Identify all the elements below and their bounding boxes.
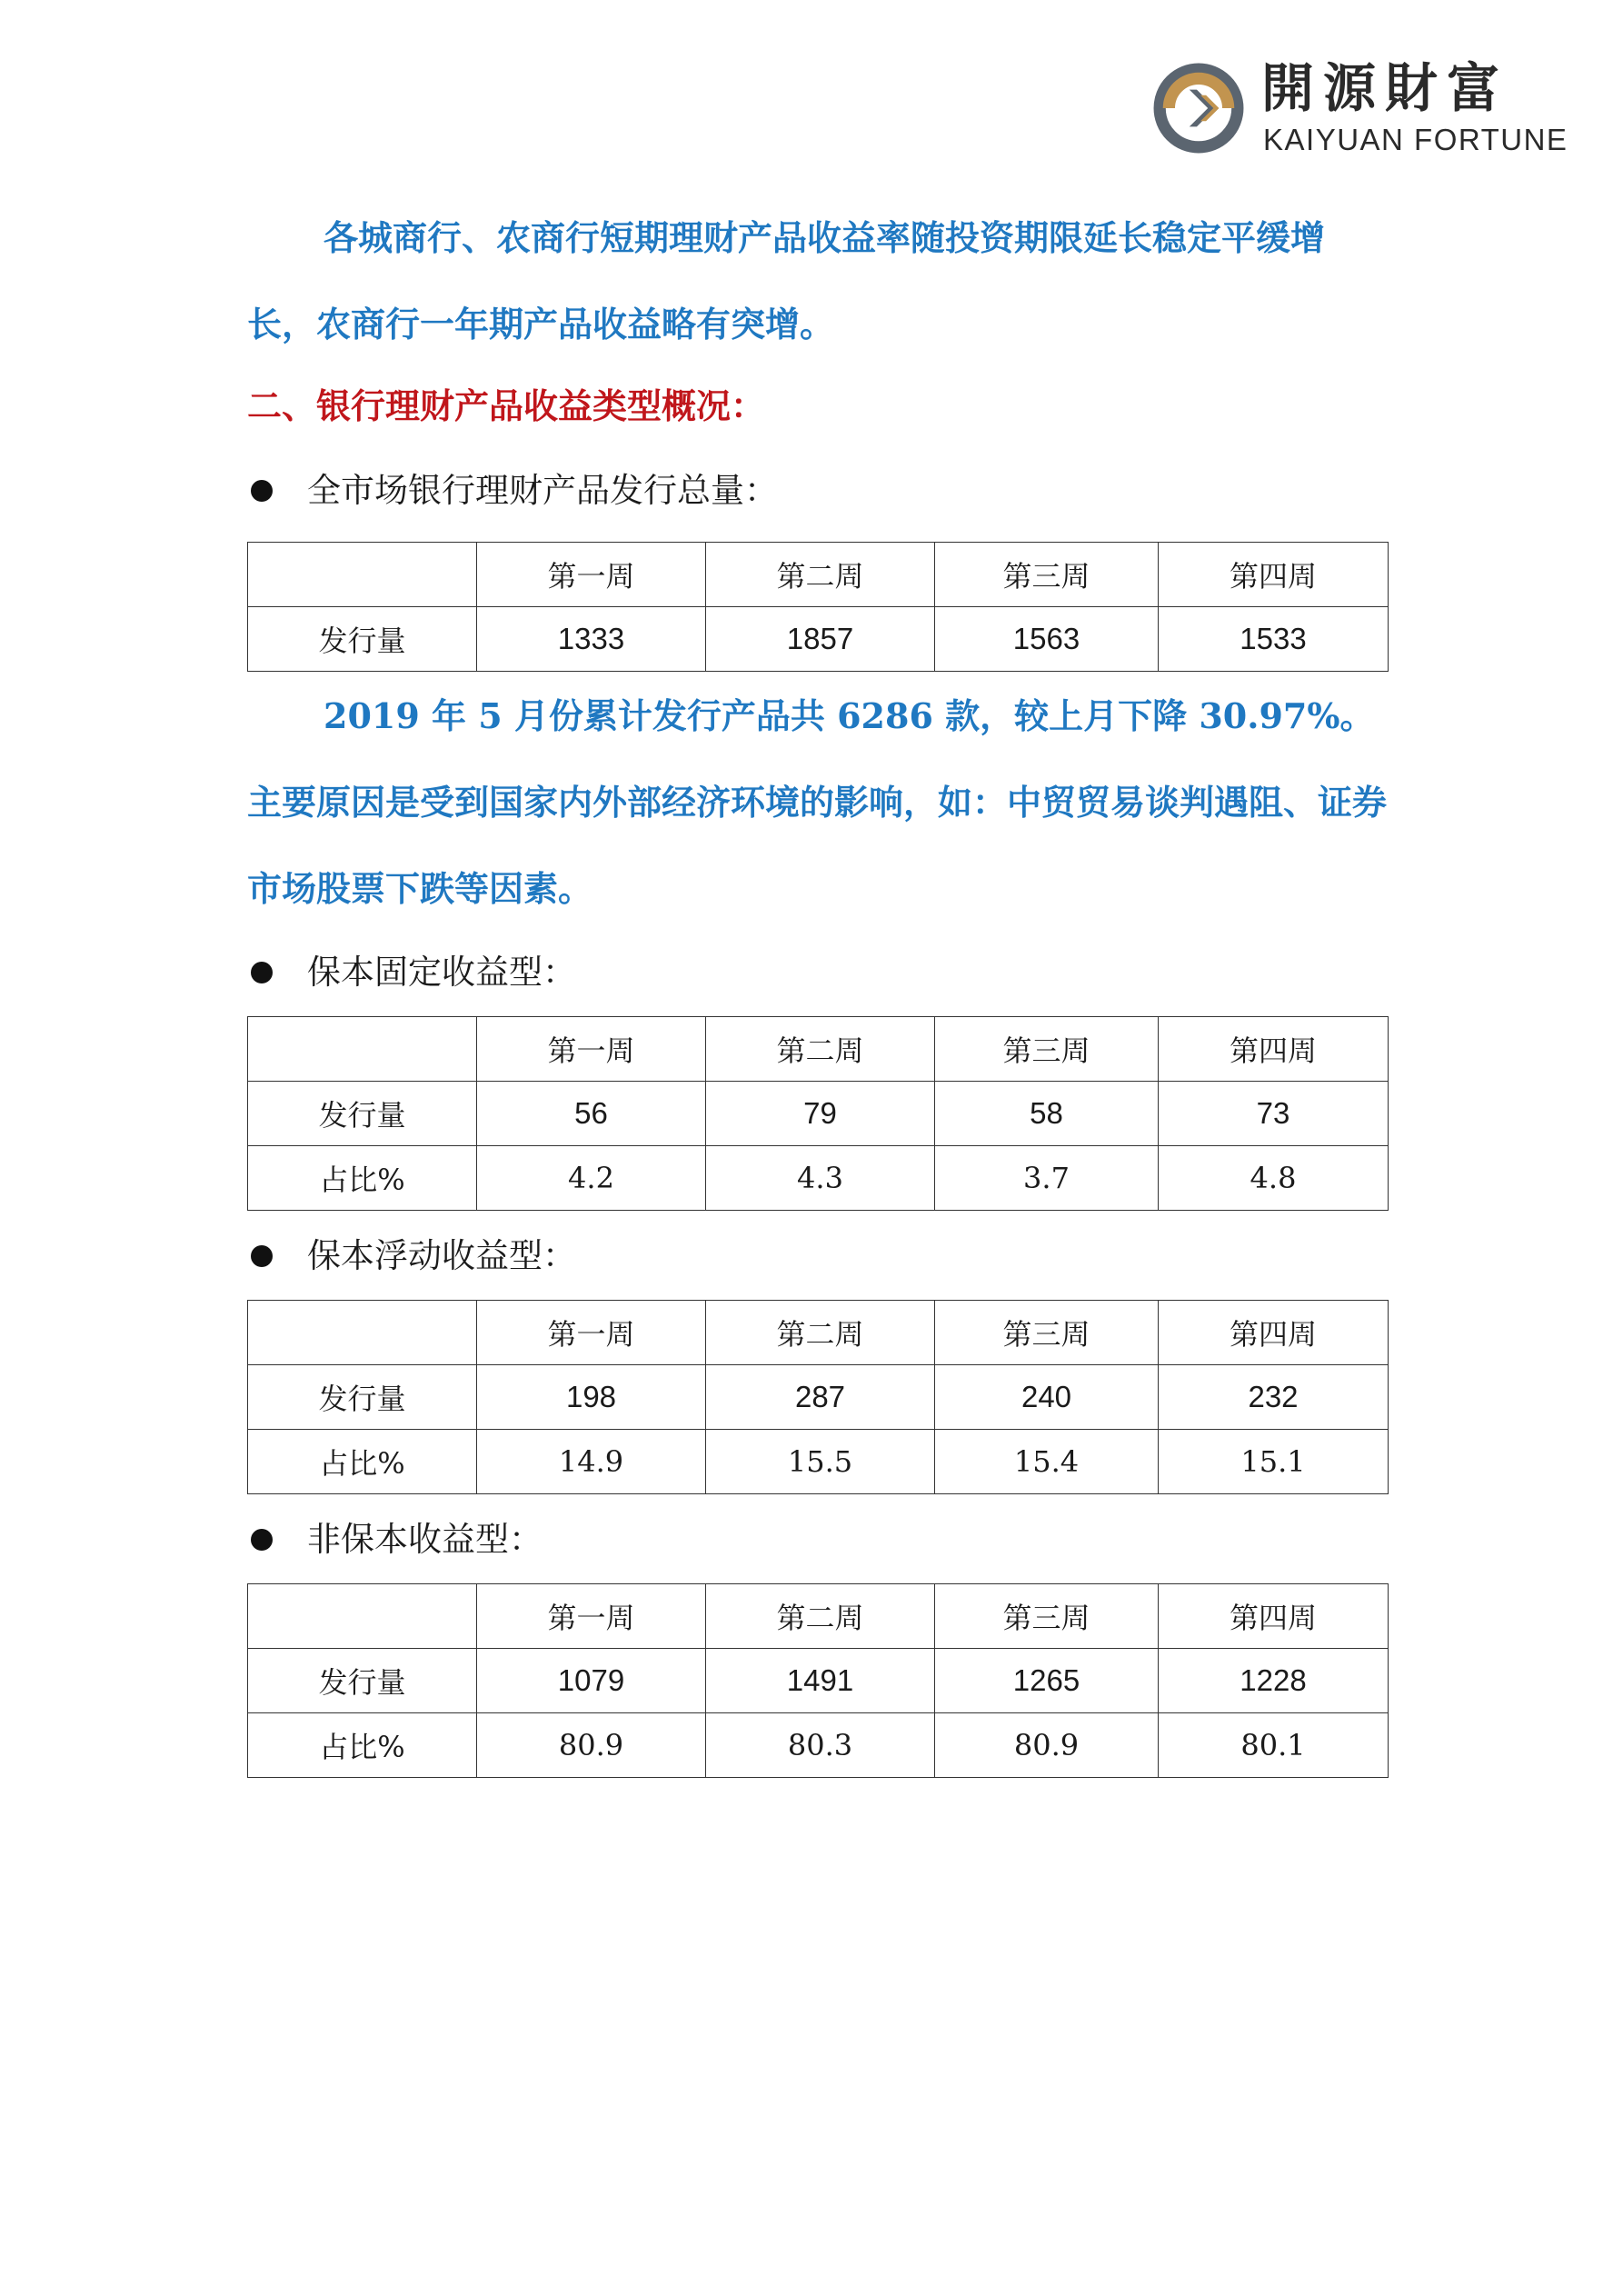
bullet-dot-icon bbox=[251, 962, 273, 983]
table-cell: 58 bbox=[935, 1082, 1159, 1146]
logo-chinese-name: 開源財富 bbox=[1261, 57, 1509, 119]
table-row bbox=[248, 1365, 1389, 1430]
table-cell: 1533 bbox=[1159, 607, 1389, 672]
table-cell: 15.5 bbox=[706, 1430, 935, 1494]
table-cell: 287 bbox=[706, 1365, 935, 1430]
bullet-dot-icon bbox=[251, 480, 273, 502]
header-cell: 第一周 bbox=[477, 1301, 706, 1365]
bullet-non-guaranteed bbox=[247, 1512, 543, 1567]
table-cell: 232 bbox=[1159, 1365, 1389, 1430]
header-cell: 第三周 bbox=[935, 543, 1159, 607]
table-cell: 4.8 bbox=[1159, 1146, 1389, 1211]
table-row bbox=[248, 1146, 1389, 1211]
summary-paragraph: 2019 年 5 月份累计发行产品共 6286 款，较上月下降 30.97%。主要原因是受到国家内外部经济环境的影响，如：中贸贸易谈判遇阻、证券市场股票下跌等因素。 bbox=[247, 695, 1388, 909]
header-cell bbox=[248, 1017, 477, 1082]
table-cell: 1265 bbox=[935, 1649, 1159, 1713]
bullet-dot-icon bbox=[251, 1245, 273, 1267]
bullet-guaranteed-floating bbox=[247, 1229, 576, 1283]
header-cell bbox=[248, 1301, 477, 1365]
table-header-row bbox=[248, 1301, 1389, 1365]
logo-english-name: KAIYUAN FORTUNE bbox=[1263, 123, 1568, 156]
table-cell: 4.2 bbox=[477, 1146, 706, 1211]
table-row bbox=[248, 1713, 1389, 1778]
guaranteed-floating-table bbox=[247, 1300, 1389, 1494]
table-cell: 1491 bbox=[706, 1649, 935, 1713]
table-row bbox=[248, 1649, 1389, 1713]
table-cell: 3.7 bbox=[935, 1146, 1159, 1211]
row-label: 发行量 bbox=[248, 1082, 477, 1146]
table-row bbox=[248, 607, 1389, 672]
table-header-row bbox=[248, 543, 1389, 607]
table-cell: 14.9 bbox=[477, 1430, 706, 1494]
table-cell: 15.1 bbox=[1159, 1430, 1389, 1494]
header-cell: 第三周 bbox=[935, 1301, 1159, 1365]
table-cell: 1563 bbox=[935, 607, 1159, 672]
total-issuance-table bbox=[247, 542, 1389, 672]
bullet-title: 全市场银行理财产品发行总量： bbox=[307, 471, 778, 510]
row-label: 发行量 bbox=[248, 1365, 477, 1430]
header-cell: 第四周 bbox=[1159, 1301, 1389, 1365]
row-label: 占比% bbox=[248, 1146, 477, 1211]
header-cell: 第一周 bbox=[477, 543, 706, 607]
table-row bbox=[248, 1430, 1389, 1494]
table-cell: 1333 bbox=[477, 607, 706, 672]
table-cell: 79 bbox=[706, 1082, 935, 1146]
table-cell: 15.4 bbox=[935, 1430, 1159, 1494]
header-cell: 第二周 bbox=[706, 1584, 935, 1649]
intro-paragraph: 各城商行、农商行短期理财产品收益率随投资期限延长稳定平缓增长，农商行一年期产品收益略有突增。 bbox=[247, 217, 1326, 344]
row-label: 发行量 bbox=[248, 1649, 477, 1713]
table-cell: 240 bbox=[935, 1365, 1159, 1430]
table-header-row bbox=[248, 1017, 1389, 1082]
header-cell: 第四周 bbox=[1159, 1584, 1389, 1649]
kaiyuan-fortune-logo bbox=[1152, 58, 1570, 158]
header-cell: 第一周 bbox=[477, 1017, 706, 1082]
table-cell: 80.1 bbox=[1159, 1713, 1389, 1778]
row-label: 发行量 bbox=[248, 607, 477, 672]
row-label: 占比% bbox=[248, 1430, 477, 1494]
guaranteed-fixed-table bbox=[247, 1016, 1389, 1211]
bullet-title: 保本浮动收益型： bbox=[307, 1236, 576, 1275]
header-cell: 第二周 bbox=[706, 1017, 935, 1082]
table-cell: 80.3 bbox=[706, 1713, 935, 1778]
header-cell: 第四周 bbox=[1159, 1017, 1389, 1082]
section-heading: 二、银行理财产品收益类型概况： bbox=[247, 385, 766, 426]
header-cell: 第四周 bbox=[1159, 543, 1389, 607]
table-cell: 56 bbox=[477, 1082, 706, 1146]
bullet-dot-icon bbox=[251, 1529, 273, 1551]
table-cell: 80.9 bbox=[477, 1713, 706, 1778]
table-cell: 4.3 bbox=[706, 1146, 935, 1211]
bullet-title: 非保本收益型： bbox=[307, 1520, 543, 1559]
table-cell: 1857 bbox=[706, 607, 935, 672]
header-cell bbox=[248, 1584, 477, 1649]
table-cell: 198 bbox=[477, 1365, 706, 1430]
table-cell: 1079 bbox=[477, 1649, 706, 1713]
table-row bbox=[248, 1082, 1389, 1146]
bullet-title: 保本固定收益型： bbox=[307, 953, 576, 992]
non-guaranteed-table bbox=[247, 1583, 1389, 1778]
row-label: 占比% bbox=[248, 1713, 477, 1778]
header-cell: 第三周 bbox=[935, 1017, 1159, 1082]
header-cell: 第二周 bbox=[706, 1301, 935, 1365]
bullet-total-issuance bbox=[247, 464, 778, 518]
header-cell: 第一周 bbox=[477, 1584, 706, 1649]
table-cell: 73 bbox=[1159, 1082, 1389, 1146]
table-cell: 80.9 bbox=[935, 1713, 1159, 1778]
kaiyuan-logo-mark-icon bbox=[1152, 62, 1245, 155]
bullet-guaranteed-fixed bbox=[247, 945, 576, 1000]
table-cell: 1228 bbox=[1159, 1649, 1389, 1713]
table-header-row bbox=[248, 1584, 1389, 1649]
header-cell: 第三周 bbox=[935, 1584, 1159, 1649]
header-cell bbox=[248, 543, 477, 607]
header-cell: 第二周 bbox=[706, 543, 935, 607]
